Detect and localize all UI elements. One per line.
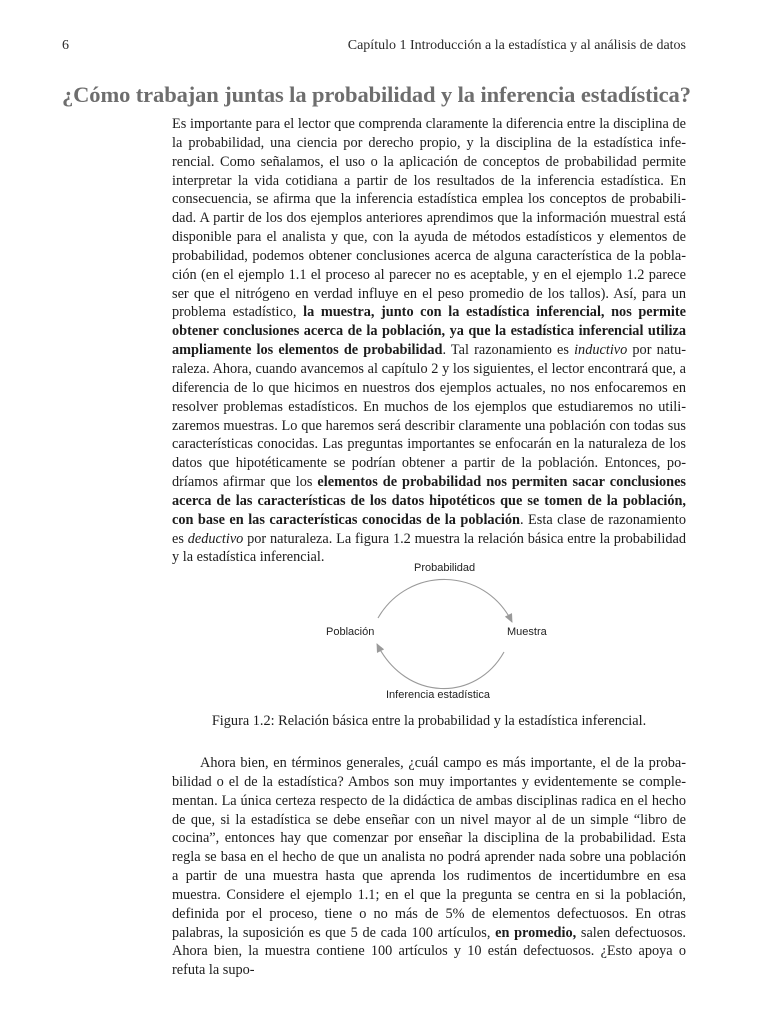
paragraph-1-text-5: por naturaleza. La figura 1.2 muestra la relación básica entre la probabilidad y la estadística inferencial. [172, 530, 687, 566]
label-probabilidad: Probabilidad [414, 562, 476, 574]
paragraph-1-italic-2: deductivo [187, 530, 244, 547]
arrow-top-icon [378, 579, 512, 622]
paragraph-1-text-4: . Esta clase de razonamiento es [172, 511, 686, 547]
section-title: ¿Cómo trabajan juntas la probabilidad y la inferencia estadística? [62, 82, 691, 107]
paragraph-2-text-2: salen defectuosos. Ahora bien, la muestra contiene 100 artículos y 10 están defectuosos. ¿Esto apoya o refuta la supo- [172, 924, 687, 979]
paragraph-1-italic-1: inductivo [574, 342, 628, 359]
paragraph-1-bold-1: la muestra, junto con la estadística inferencial, nos permite obtener conclusiones acerca de la población, ya que la estadística inferencial utiliza ampliamente los elementos de probabilidad [172, 304, 686, 359]
page-number: 6 [62, 38, 69, 53]
label-muestra: Muestra [507, 626, 547, 638]
paragraph-2-text-1: Ahora bien, en términos generales, ¿cuál campo es más importante, el de la probabilidad o el de la estadística? Ambos son muy importantes y evidentemente se complementan. La única certeza respecto de la didáctica de ambas disciplinas radica en el hecho de que, si la estadística se debe enseñar con un nivel mayor al de un simple “libro de cocina”, entonces hay que comenzar por enseñar la disciplina de la probabilidad. Esta regla se basa en el hecho de que un analista no podrá aprender nada sobre una población a partir de una muestra hasta que aprenda los rudimentos de incertidumbre en esa muestra. Considere el ejemplo 1.1; en el que la pregunta se centra en si la población, definida por el proceso, tiene o no más de 5% de elementos defectuosos. En otras palabras, la suposición es que 5 de cada 100 artículos, [172, 755, 686, 941]
figure-caption: Figura 1.2: Relación básica entre la probabilidad y la estadística inferencial. [211, 713, 647, 729]
arrow-bottom-icon [377, 644, 504, 689]
paragraph-1-text-2: . Tal razonamiento es [442, 342, 575, 359]
label-poblacion: Población [326, 626, 375, 638]
page-header [62, 38, 686, 54]
cycle-diagram [172, 556, 686, 706]
running-title: Capítulo 1 Introducción a la estadística y al análisis de datos [347, 38, 686, 53]
paragraph-1 [172, 115, 686, 567]
paragraph-1-bold-2: elementos de probabilidad nos permiten sacar conclusiones acerca de las características de los datos hipotéticos que se tomen de la población, con base en las características conocidas de la población [172, 474, 686, 528]
figure-1-2-diagram [172, 556, 686, 706]
label-inferencia: Inferencia estadística [386, 689, 490, 701]
paragraph-1-text-1: Es importante para el lector que comprenda claramente la diferencia entre la disciplina de la probabilidad, una ciencia por derecho propio, y la disciplina de la estadística inferencial. Como señalamos, el uso o la aplicación de conceptos de probabilidad permite interpretar la vida cotidiana a partir de los resultados de la inferencia estadística. En consecuencia, se afirma que la inferencia estadística emplea los conceptos de probabilidad. A partir de los dos ejemplos anteriores aprendimos que la información muestral está disponible para el analista y que, con la ayuda de métodos estadísticos y elementos de probabilidad, podemos obtener conclusiones acerca de alguna característica de la población (en el ejemplo 1.1 el proceso al parecer no es aceptable, y en el ejemplo 1.2 parece ser que el nitrógeno en verdad influye en el peso promedio de los tallos). Así, para un problema estadístico, [172, 116, 686, 321]
paragraph-2 [172, 754, 686, 980]
paragraph-2-bold-1: en promedio, [495, 924, 577, 941]
paragraph-1-text-3: por naturaleza. Ahora, cuando avancemos al capítulo 2 y los siguientes, el lector encontrará que, a diferencia de lo que hicimos en nuestros dos ejemplos actuales, no nos enfocaremos en resolver problemas estadísticos. En muchos de los ejemplos que estudiaremos no utilizaremos muestras. Lo que haremos será describir claramente una población con todas sus características conocidas. Las preguntas importantes se enfocarán en la naturaleza de los datos que hipotéticamente se podrían obtener a partir de la población. Entonces, podríamos afirmar que los [172, 342, 686, 491]
